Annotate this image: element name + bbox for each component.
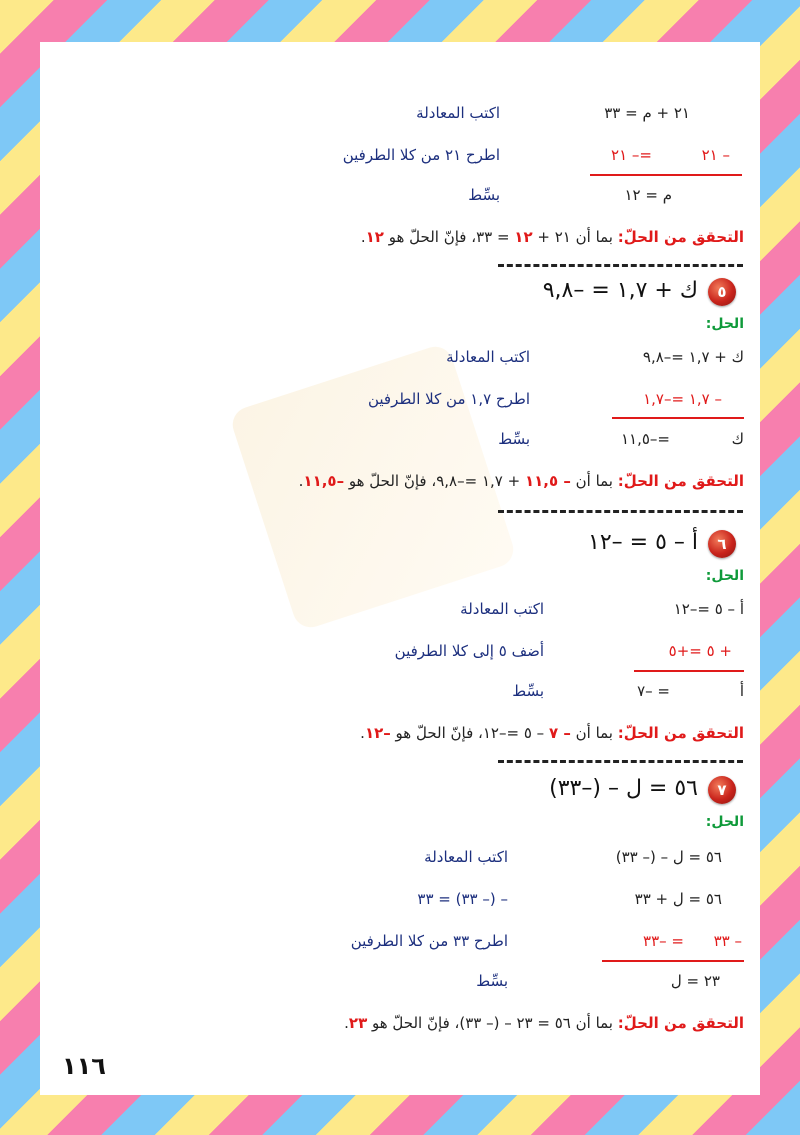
equation-part: – ٣٣ [713, 932, 742, 950]
equation: أ – ٥ =–١٢ [673, 600, 744, 618]
equation-part: =– ٢١ [611, 146, 652, 164]
equation: ٢٣ = ل [670, 972, 720, 990]
check-label: التحقق من الحلّ: [617, 472, 744, 490]
underline [602, 960, 744, 962]
check-solution: التحقق من الحلّ: بما أن ٥٦ = ٢٣ – (– ٣٣)، فإنّ الحلّ هو ٢٣. [344, 1014, 744, 1032]
problem-title: أ – ٥ = –١٢ [588, 530, 698, 555]
problem-number-badge: ٦ [708, 530, 736, 558]
divider [498, 264, 743, 267]
step-note: اطرح ١,٧ من كلا الطرفين [367, 390, 530, 408]
check-label: التحقق من الحلّ: [617, 228, 744, 246]
equation-part: = –٧ [637, 682, 670, 700]
equation-part: ك [731, 430, 744, 448]
equation-part: = –٣٣ [643, 932, 684, 950]
step-note: بسِّط [476, 972, 508, 990]
check-label: التحقق من الحلّ: [617, 724, 744, 742]
solution-label: الحل: [705, 814, 744, 830]
divider [498, 760, 743, 763]
equation: ٥٦ = ل + ٣٣ [634, 890, 722, 908]
page-sheet [40, 42, 760, 1095]
equation: + ٥ =+٥ [668, 642, 732, 660]
problem-title: ٥٦ = ل – (–٣٣) [549, 776, 698, 801]
equation: ٢١ + م = ٣٣ [604, 104, 690, 122]
divider [498, 510, 743, 513]
step-note: اطرح ٢١ من كلا الطرفين [342, 146, 500, 164]
solution-label: الحل: [705, 568, 744, 584]
problem-number-badge: ٧ [708, 776, 736, 804]
step-note: اكتب المعادلة [416, 104, 500, 122]
equation: م = ١٢ [624, 186, 672, 204]
step-note: اكتب المعادلة [460, 600, 544, 618]
problem-title: ك + ١,٧ = –٩,٨ [542, 278, 698, 303]
equation: ك + ١,٧ =–٩,٨ [642, 348, 744, 366]
check-label: التحقق من الحلّ: [617, 1014, 744, 1032]
equation: – ١,٧ =–١,٧ [643, 390, 722, 408]
equation-part: – ٢١ [701, 146, 730, 164]
step-note: اكتب المعادلة [424, 848, 508, 866]
problem-number-badge: ٥ [708, 278, 736, 306]
step-note: – (– ٣٣) = ٣٣ [417, 890, 508, 908]
equation: ٥٦ = ل – (– ٣٣) [615, 848, 722, 866]
check-solution: التحقق من الحلّ: بما أن ٢١ + ١٢ = ٣٣، فإنّ الحلّ هو ١٢. [360, 228, 744, 246]
equation-part: =–١١,٥ [620, 430, 670, 448]
underline [612, 417, 744, 419]
step-note: اكتب المعادلة [446, 348, 530, 366]
step-note: بسِّط [498, 430, 530, 448]
page-number: ١١٦ [62, 1052, 106, 1080]
step-note: أضف ٥ إلى كلا الطرفين [394, 642, 544, 660]
step-note: اطرح ٣٣ من كلا الطرفين [350, 932, 508, 950]
check-solution: التحقق من الحلّ: بما أن – ١١,٥ + ١,٧ =–٩,٨، فإنّ الحلّ هو –١١,٥. [298, 472, 744, 490]
underline [590, 174, 742, 176]
check-solution: التحقق من الحلّ: بما أن – ٧ – ٥ =–١٢، فإنّ الحلّ هو –١٢. [360, 724, 744, 742]
step-note: بسِّط [468, 186, 500, 204]
step-note: بسِّط [512, 682, 544, 700]
underline [634, 670, 744, 672]
solution-label: الحل: [705, 316, 744, 332]
equation-part: أ [739, 682, 744, 700]
